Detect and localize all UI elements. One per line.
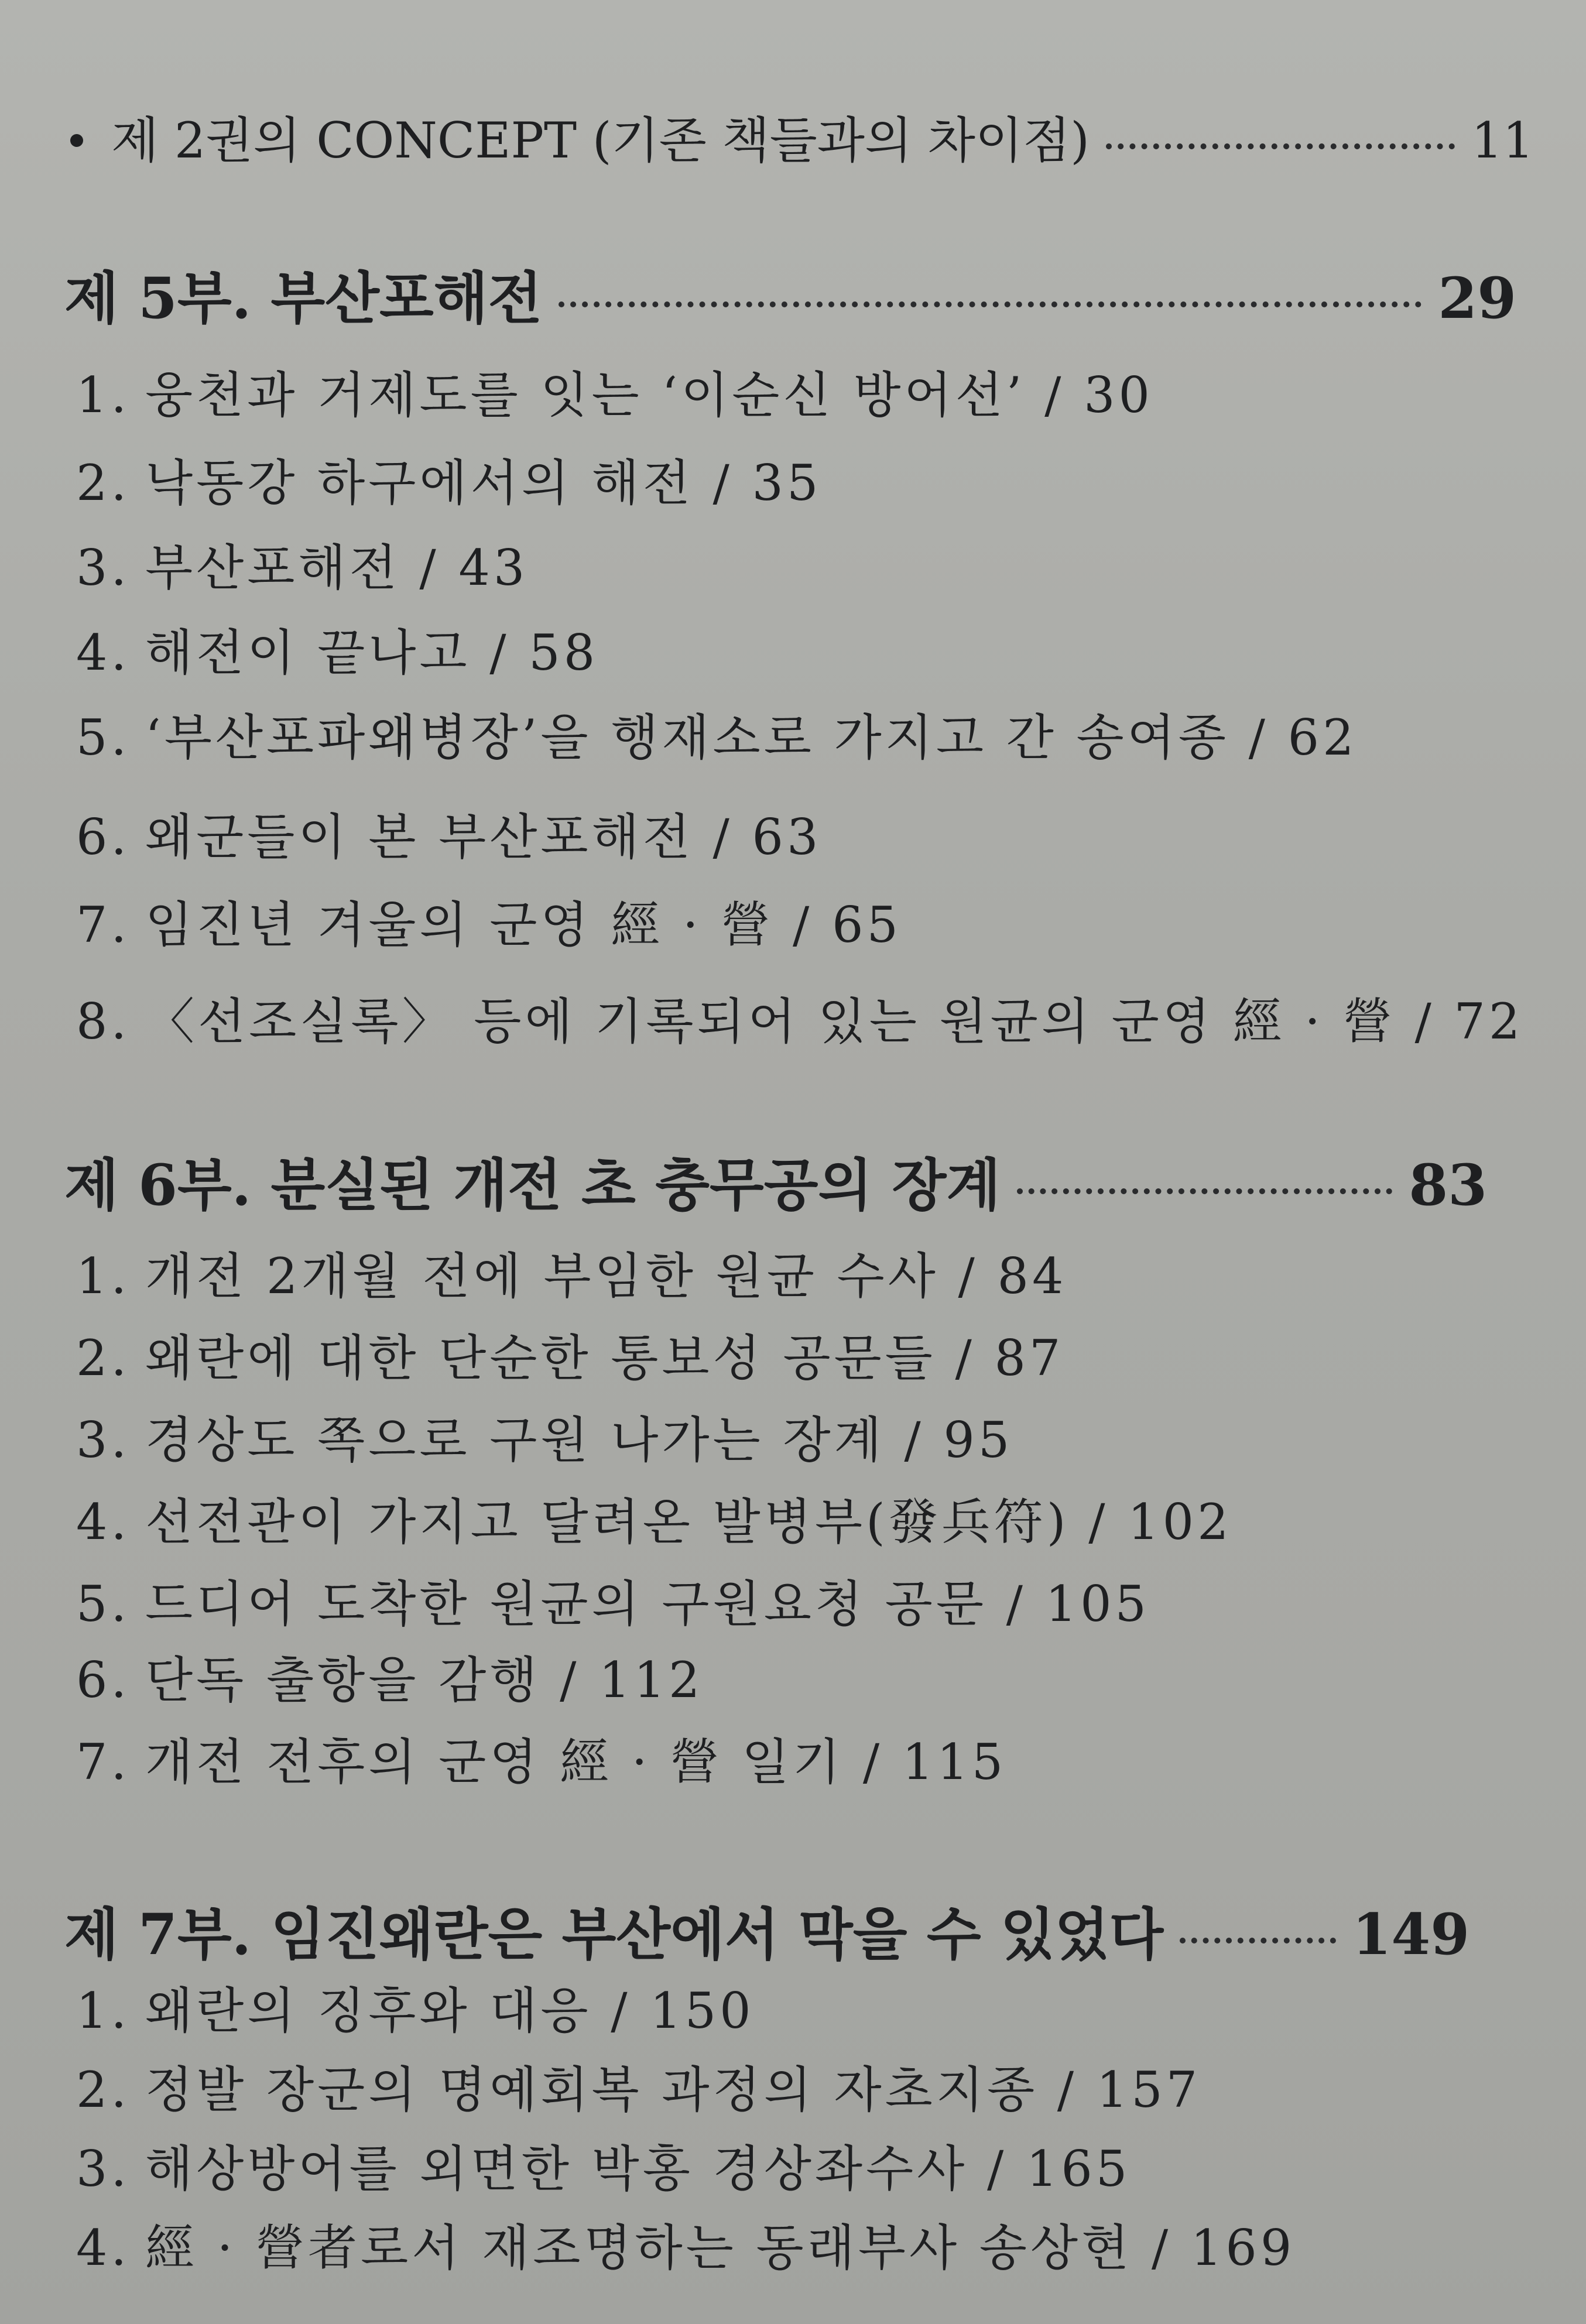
leader-dots	[1180, 1938, 1335, 1943]
item-number: 4.	[76, 624, 131, 681]
list-item	[76, 451, 821, 515]
item-text: 임진년 겨울의 군영 經 · 營 / 65	[145, 896, 902, 954]
part-7-heading	[64, 1897, 1469, 1973]
list-item	[76, 1730, 1006, 1794]
part-title: 제 7부. 임진왜란은 부산에서 막을 수 있었다	[64, 1901, 1164, 1967]
list-item	[76, 2058, 1201, 2122]
item-text: 經 · 營者로서 재조명하는 동래부사 송상현 / 169	[145, 2219, 1296, 2277]
list-item	[76, 621, 598, 685]
item-text: 부산포해전 / 43	[145, 539, 529, 597]
item-text: 낙동강 하구에서의 해전 / 35	[145, 454, 822, 512]
list-item	[76, 1244, 1067, 1308]
list-item	[76, 705, 1358, 770]
item-number: 2.	[76, 1329, 131, 1387]
part-5-heading	[64, 260, 1516, 337]
list-item	[76, 2216, 1295, 2280]
list-item	[76, 363, 1153, 427]
item-text: 왜란의 징후와 대응 / 150	[145, 1982, 755, 2040]
part-title: 제 6부. 분실된 개전 초 충무공의 장계	[64, 1152, 1001, 1218]
item-number: 5.	[76, 1575, 131, 1633]
item-number: 7.	[76, 896, 131, 954]
item-number: 5.	[76, 709, 131, 766]
list-item	[76, 2137, 1131, 2201]
part-page: 29	[1438, 265, 1516, 331]
part-page: 83	[1409, 1152, 1487, 1218]
bullet-icon	[70, 134, 83, 147]
item-number: 6.	[76, 1651, 131, 1709]
list-item	[76, 1326, 1064, 1390]
item-number: 1.	[76, 1982, 131, 2040]
item-text: 웅천과 거제도를 잇는 ‘이순신 방어선’ / 30	[145, 366, 1153, 424]
part-page: 149	[1352, 1901, 1469, 1967]
list-item	[76, 893, 902, 957]
item-number: 4.	[76, 2219, 131, 2277]
item-number: 2.	[76, 454, 131, 512]
item-text: 해전이 끝나고 / 58	[145, 624, 599, 681]
item-text: 개전 전후의 군영 經 · 營 일기 / 115	[145, 1733, 1007, 1791]
item-number: 2.	[76, 2061, 131, 2119]
list-item	[76, 1648, 703, 1712]
item-text: 선전관이 가지고 달려온 발병부(發兵符) / 102	[145, 1493, 1232, 1551]
leader-dots	[559, 301, 1421, 307]
item-number: 3.	[76, 2140, 131, 2198]
item-text: 드디어 도착한 원균의 구원요청 공문 / 105	[145, 1575, 1150, 1633]
item-number: 3.	[76, 539, 131, 597]
list-item	[76, 1490, 1232, 1554]
item-text: 왜란에 대한 단순한 통보성 공문들 / 87	[145, 1329, 1064, 1387]
list-item	[76, 805, 821, 869]
item-number: 4.	[76, 1493, 131, 1551]
leader-dots	[1017, 1188, 1392, 1194]
item-text: 해상방어를 외면한 박홍 경상좌수사 / 165	[145, 2140, 1131, 2198]
item-text: 경상도 쪽으로 구원 나가는 장계 / 95	[145, 1411, 1013, 1469]
part-6-heading	[64, 1147, 1487, 1223]
intro-line	[70, 105, 1534, 176]
part-title: 제 5부. 부산포해전	[64, 265, 543, 331]
list-item	[76, 989, 1523, 1054]
item-text: 단독 출항을 감행 / 112	[145, 1651, 704, 1709]
list-item	[76, 1408, 1013, 1472]
item-number: 6.	[76, 808, 131, 866]
item-number: 7.	[76, 1733, 131, 1791]
intro-page: 11	[1471, 112, 1534, 169]
list-item	[76, 1979, 755, 2043]
leader-dots	[1106, 143, 1455, 149]
item-number: 8.	[76, 993, 131, 1050]
list-item	[76, 1572, 1150, 1636]
item-text: 정발 장군의 명예회복 과정의 자초지종 / 157	[145, 2061, 1201, 2119]
item-text: ‘부산포파왜병장’을 행재소로 가지고 간 송여종 / 62	[145, 709, 1358, 766]
item-number: 3.	[76, 1411, 131, 1469]
item-text: 개전 2개월 전에 부임한 원균 수사 / 84	[145, 1247, 1067, 1305]
list-item	[76, 536, 528, 600]
item-text: 왜군들이 본 부산포해전 / 63	[145, 808, 822, 866]
item-number: 1.	[76, 1247, 131, 1305]
item-number: 1.	[76, 366, 131, 424]
intro-label: 제 2권의 CONCEPT (기존 책들과의 차이점)	[111, 112, 1090, 169]
item-text: 〈선조실록〉 등에 기록되어 있는 원균의 군영 經 · 營 / 72	[145, 993, 1524, 1050]
